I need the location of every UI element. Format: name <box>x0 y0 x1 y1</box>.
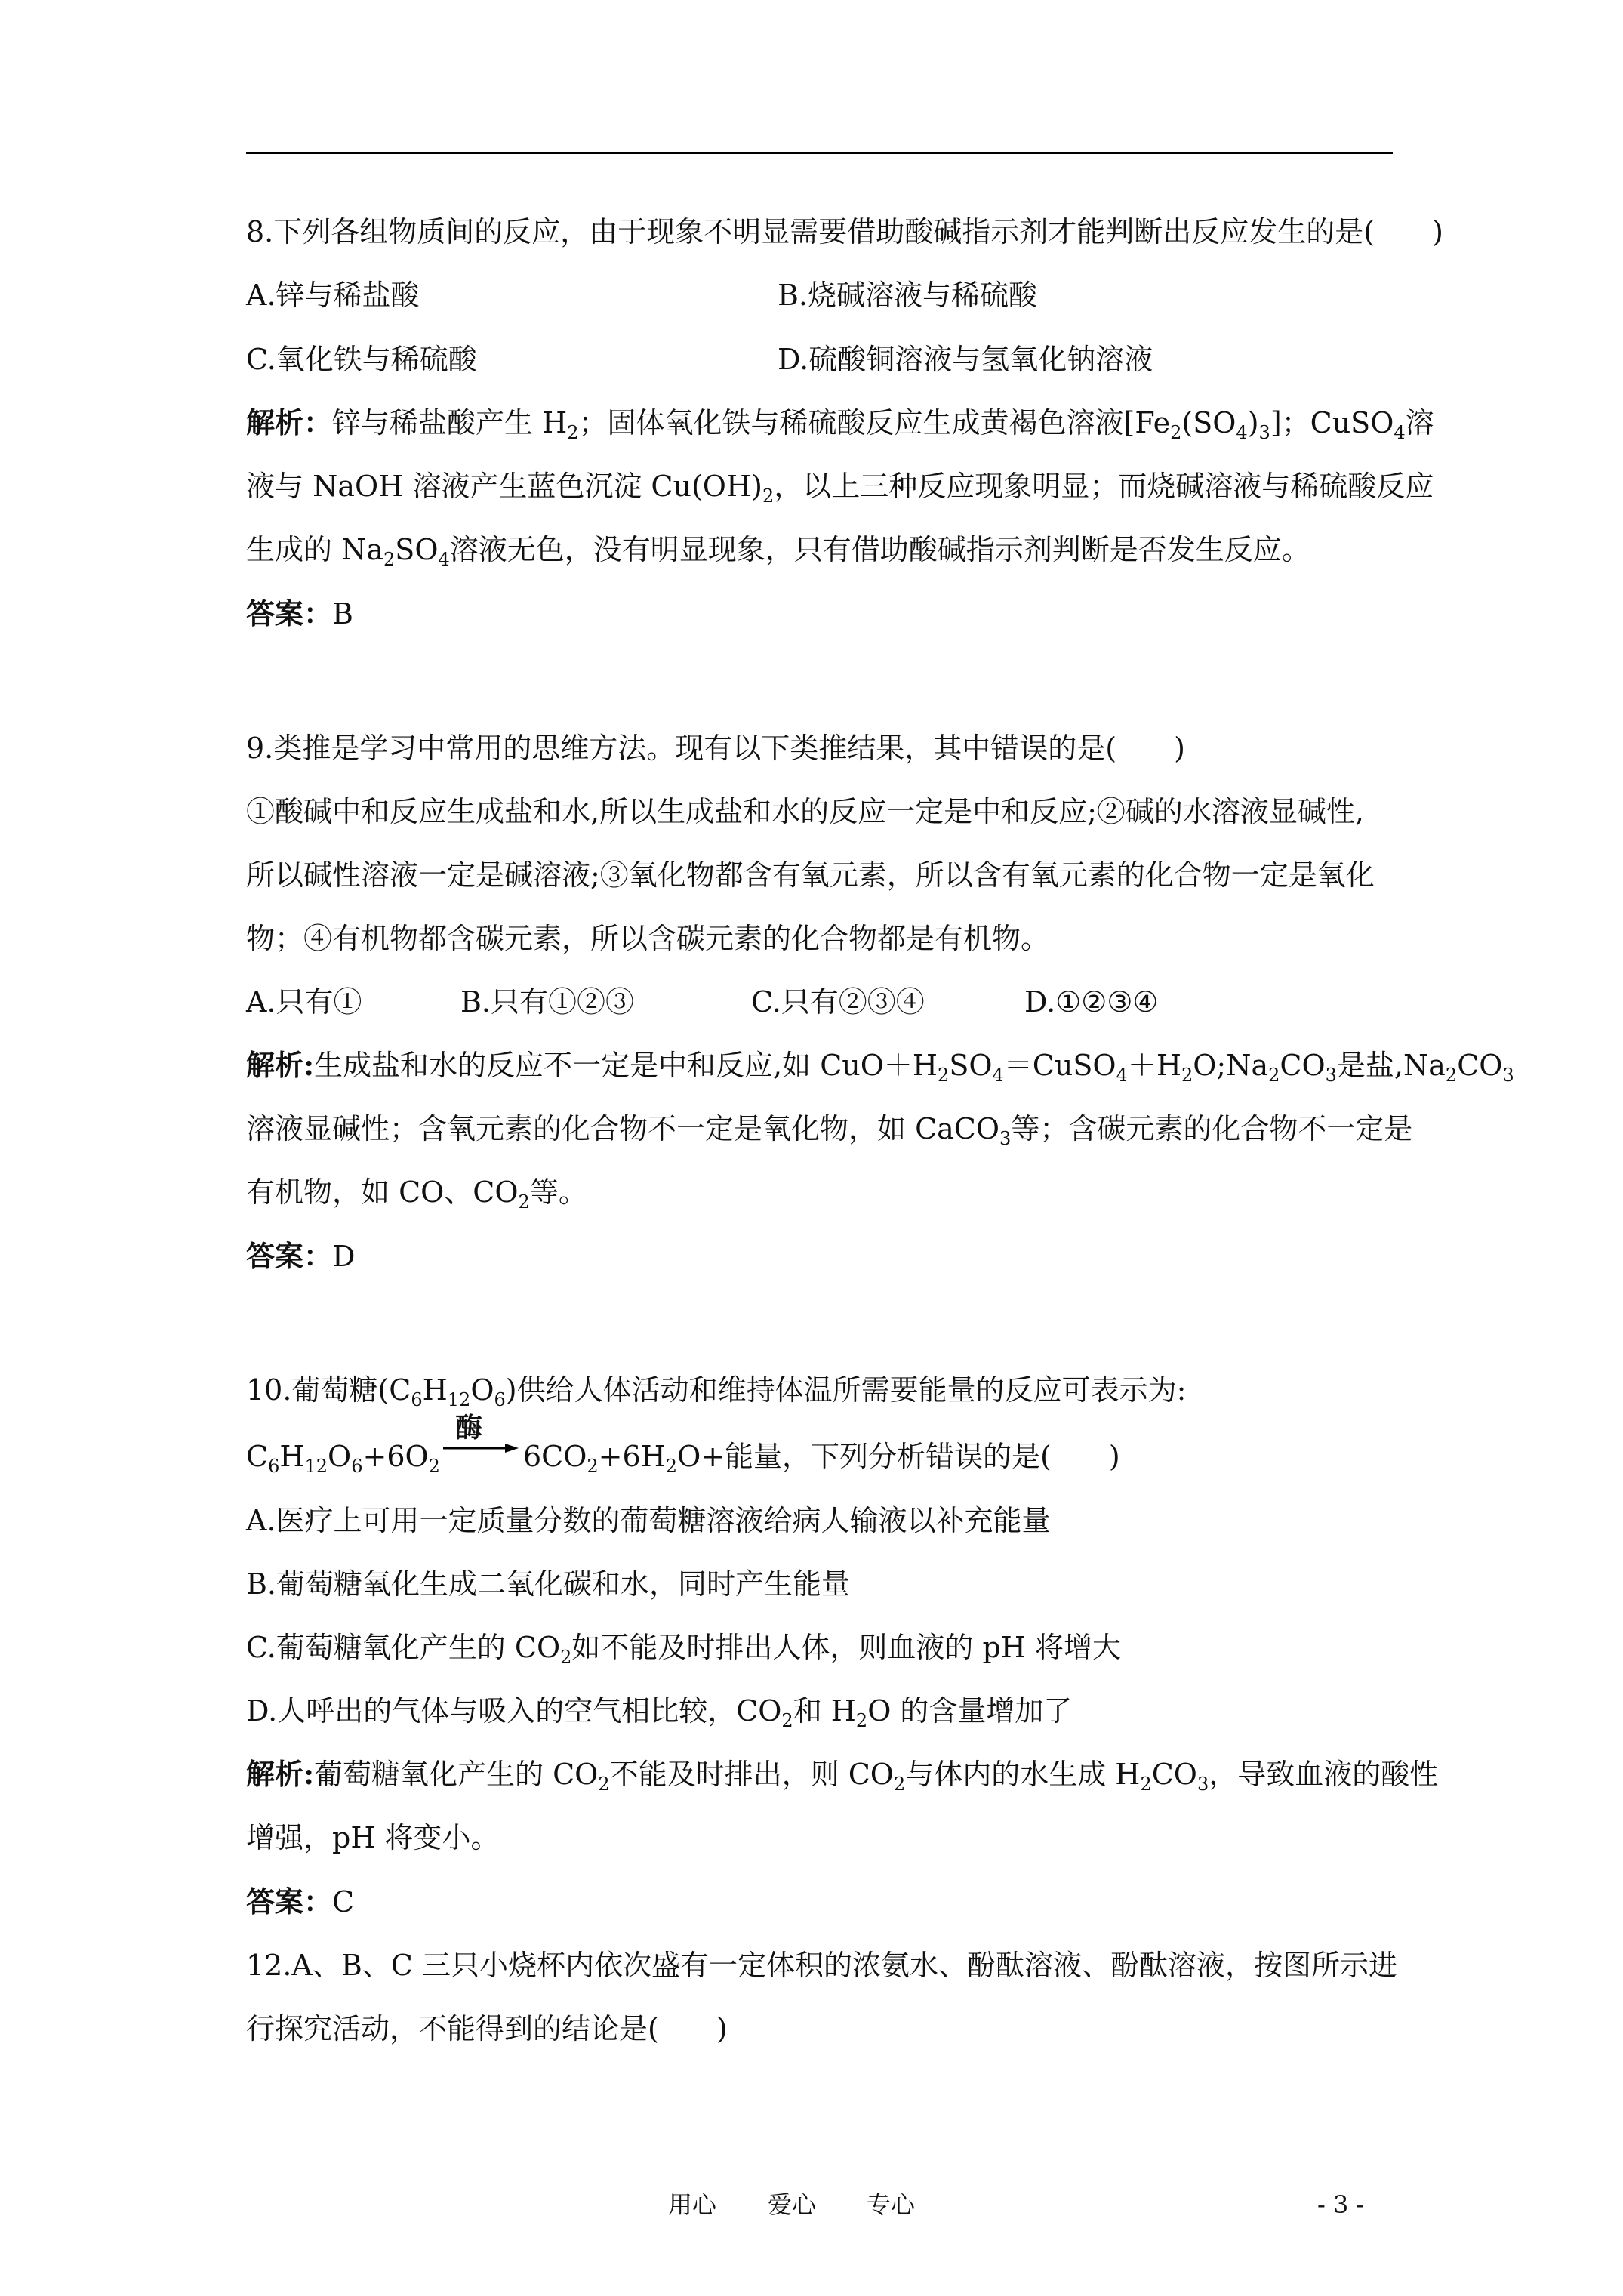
q12-stem-line-2: 行探究活动，不能得到的结论是( ) <box>246 2012 728 2045</box>
q8-answer <box>246 595 353 633</box>
q9-analysis-line-1: 解析:生成盐和水的反应不一定是中和反应,如 $CuO+H_2SO_4=CuSO_4+H_2O;Na_2CO_3$是盐$,Na_2CO_3$ <box>246 1048 1514 1086</box>
answer-value: B <box>332 597 353 630</box>
answer-label: 答案： <box>246 596 333 630</box>
q8-option-c: C.氧化铁与稀硫酸 <box>246 343 477 376</box>
q8-option-b: B.烧碱溶液与稀硫酸 <box>778 279 1038 312</box>
reaction-arrow <box>440 1412 523 1471</box>
q9-analysis-line-2: 溶液显碱性；含氧元素的化合物不一定是氧化物，如 CaCO$_3$等；含碳元素的化合物不一定是 <box>246 1112 1413 1149</box>
q10-option-c: C.葡萄糖氧化产生的 $CO_2$如不能及时排出人体，则血液的 pH 将增大 <box>246 1631 1122 1668</box>
q12-stem-line-1: 12.A、B、C 三只小烧杯内依次盛有一定体积的浓氨水、酚酞溶液、酚酞溶液，按图所示进 <box>246 1949 1397 1982</box>
q9-body-line-3: 物；④有机物都含碳元素，所以含碳元素的化合物都是有机物。 <box>246 922 1050 955</box>
q10-analysis-line-1: 解析:葡萄糖氧化产生的 $CO_2$不能及时排出，则 $CO_2$与体内的水生成 $H_2CO_3$，导致血液的酸性 <box>246 1757 1439 1795</box>
answer-value: D <box>332 1240 356 1273</box>
header-rule <box>246 152 1393 154</box>
q8-analysis-line-3: 生成的 $Na_2SO_4$溶液无色，没有明显现象，只有借助酸碱指示剂判断是否发生反应。 <box>246 533 1310 570</box>
q10-stem: 10.葡萄糖$(C_6H_{12}O_6)$供给人体活动和维持体温所需要能量的反应可表示为: <box>246 1373 1187 1410</box>
q9-body-line-1: ①酸碱中和反应生成盐和水,所以生成盐和水的反应一定是中和反应;②碱的水溶液显碱性, <box>246 795 1364 828</box>
footer-motto-1: 用心 <box>668 2190 717 2219</box>
q10-analysis-line-2: 增强，pH 将变小。 <box>246 1821 500 1854</box>
q10-answer <box>246 1883 354 1921</box>
enzyme-label: 酶 <box>454 1412 482 1444</box>
q10-option-b: B.葡萄糖氧化生成二氧化碳和水，同时产生能量 <box>246 1567 851 1601</box>
q8-option-a: A.锌与稀盐酸 <box>246 279 420 312</box>
q8-analysis-line-2: 液与 NaOH 溶液产生蓝色沉淀 $Cu(OH)_2$，以上三种反应现象明显；而烧碱溶液与稀硫酸反应 <box>246 470 1434 507</box>
q9-option-a: A.只有① <box>246 985 362 1019</box>
analysis-label: 解析： <box>246 405 333 439</box>
q8-stem: 8.下列各组物质间的反应，由于现象不明显需要借助酸碱指示剂才能判断出反应发生的是( ) <box>246 215 1443 248</box>
q9-option-b: B.只有①②③ <box>460 985 635 1019</box>
q9-analysis-line-3: 有机物，如 CO、$CO_2$等。 <box>246 1176 587 1213</box>
q9-option-d: D.①②③④ <box>1024 985 1159 1019</box>
analysis-label: 解析: <box>246 1757 315 1791</box>
q10-option-a: A.医疗上可用一定质量分数的葡萄糖溶液给病人输液以补充能量 <box>246 1504 1051 1537</box>
analysis-label: 解析: <box>246 1048 315 1082</box>
answer-label: 答案： <box>246 1239 333 1273</box>
q9-option-c: C.只有②③④ <box>751 985 925 1019</box>
answer-value: C <box>332 1885 355 1918</box>
q10-equation: $C_6H_{12}O_6+6O_2$ 酶 $6CO_2+6H_2O+$能量，下列分析错误的是( ) <box>246 1438 1120 1475</box>
q9-answer <box>246 1237 355 1275</box>
q9-body-line-2: 所以碱性溶液一定是碱溶液;③氧化物都含有氧元素，所以含有氧元素的化合物一定是氧化 <box>246 858 1375 892</box>
q8-analysis-line-1: 解析：锌与稀盐酸产生 $H_2$；固体氧化铁与稀硫酸反应生成黄褐色溶液$[Fe_2(SO_4)_3]$；CuSO$_4$溶 <box>246 405 1434 443</box>
q8-option-d: D.硫酸铜溶液与氢氧化钠溶液 <box>778 343 1153 376</box>
arrow-icon <box>440 1444 523 1466</box>
footer-motto-3: 专心 <box>867 2190 916 2219</box>
footer-motto-2: 爱心 <box>768 2190 817 2219</box>
answer-label: 答案： <box>246 1885 333 1918</box>
page-number: - 3 - <box>1317 2190 1365 2219</box>
q9-stem: 9.类推是学习中常用的思维方法。现有以下类推结果，其中错误的是( ) <box>246 732 1185 765</box>
q10-option-d: D.人呼出的气体与吸入的空气相比较，$CO_2$和 $H_2O$ 的含量增加了 <box>246 1694 1073 1731</box>
